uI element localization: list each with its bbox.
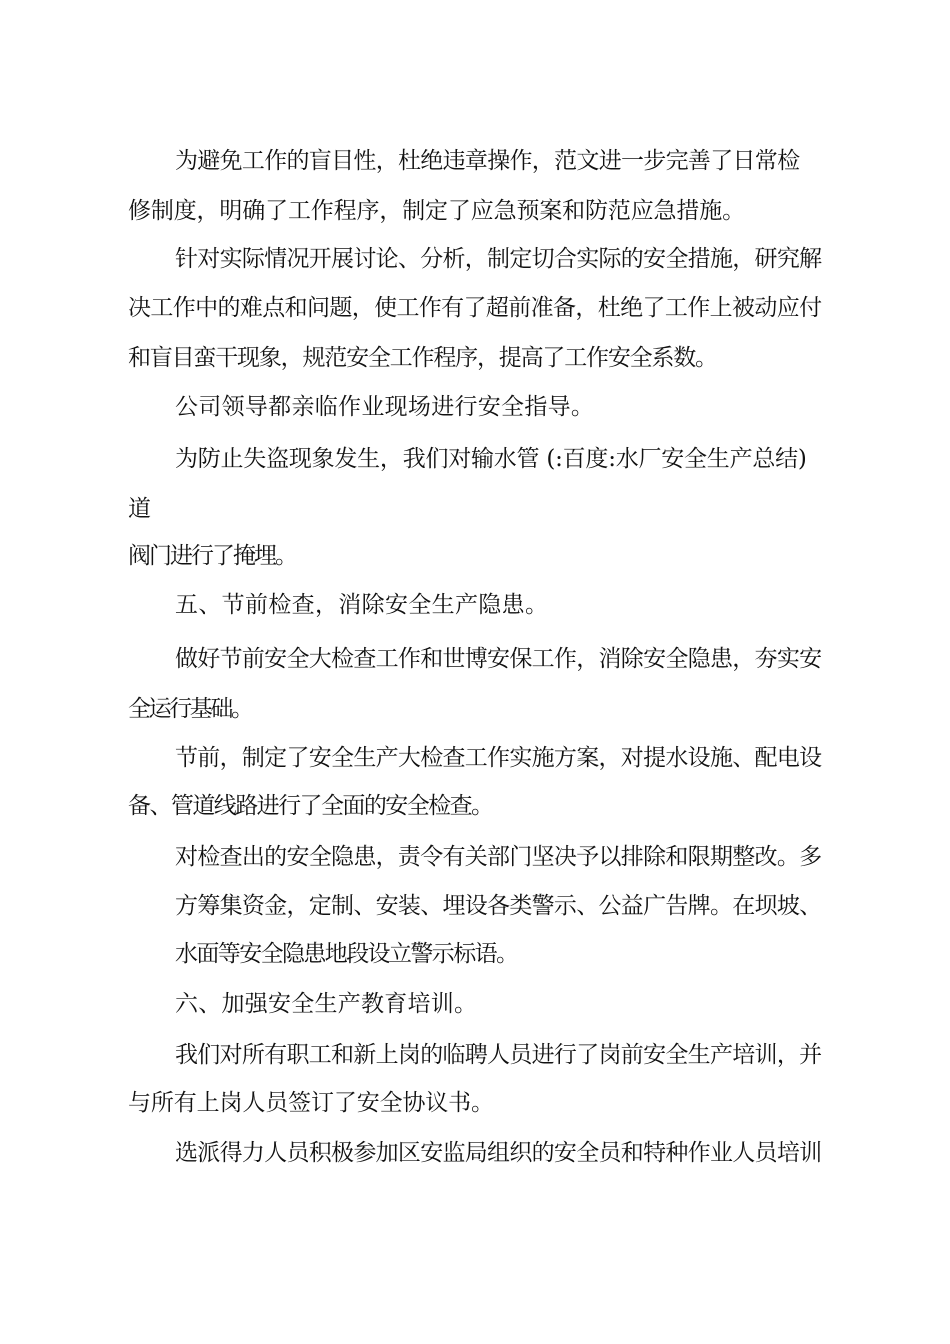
text-line: 和盲目蛮干现象，规范安全工作程序，提高了工作安全系数。 bbox=[128, 345, 717, 371]
text-line: 水面等安全隐患地段设立警示标语。 bbox=[175, 941, 518, 967]
text-line: 六、加强安全生产教育培训。 bbox=[175, 991, 478, 1017]
text-line: 阀门进行了掩埋。 bbox=[128, 543, 296, 569]
text-line: 备、管道线路进行了全面的安全检查。 bbox=[128, 793, 493, 819]
text-line: 节前，制定了安全生产大检查工作实施方案，对提水设施、配电设 bbox=[175, 745, 822, 771]
text-line: 选派得力人员积极参加区安监局组织的安全员和特种作业人员培训 bbox=[175, 1140, 822, 1166]
text-line: 修制度，明确了工作程序，制定了应急预案和防范应急措施。 bbox=[128, 198, 745, 224]
text-line: 决工作中的难点和问题，使工作有了超前准备，杜绝了工作上被动应付 bbox=[128, 295, 822, 321]
text-line: 为避免工作的盲目性，杜绝违章操作，范文进一步完善了日常检 bbox=[175, 148, 800, 174]
text-line: 做好节前安全大检查工作和世博安保工作，消除安全隐患，夯实安 bbox=[175, 646, 822, 672]
text-line: 针对实际情况开展讨论、分析，制定切合实际的安全措施，研究解 bbox=[175, 246, 822, 272]
text-line: 对检查出的安全隐患，责令有关部门坚决予以排除和限期整改。多 bbox=[175, 844, 822, 870]
text-line: 道 bbox=[128, 496, 151, 522]
text-line: 全运行基础。 bbox=[128, 696, 252, 722]
text-line: 与所有上岗人员签订了安全协议书。 bbox=[128, 1090, 494, 1116]
text-line: 我们对所有职工和新上岗的临聘人员进行了岗前安全生产培训，并 bbox=[175, 1042, 822, 1068]
text-line: 方筹集资金，定制、安装、埋设各类警示、公益广告牌。在坝坡、 bbox=[175, 893, 822, 919]
text-line: 为防止失盗现象发生，我们对输水管 (:百度:水厂安全生产总结) bbox=[175, 446, 807, 472]
text-line: 五、节前检查，消除安全生产隐患。 bbox=[175, 592, 549, 618]
text-line: 公司领导都亲临作业现场进行安全指导。 bbox=[175, 394, 595, 420]
